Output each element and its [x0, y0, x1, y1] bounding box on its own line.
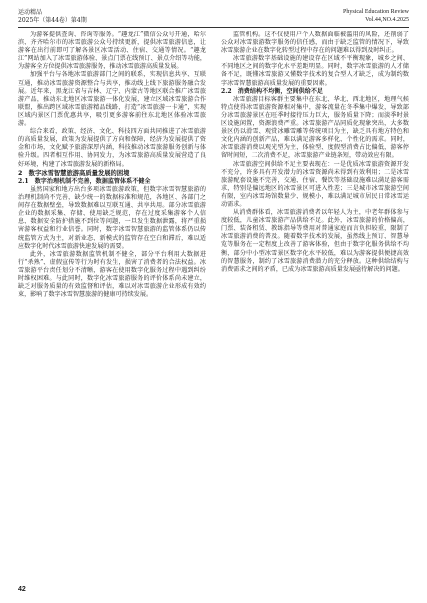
right-column: [221, 31, 409, 579]
journal-name-en: Physical Education Review: [343, 9, 409, 15]
subsection-heading: 2.2 消费结构不均衡，空间供给不足: [221, 87, 324, 95]
paragraph: 冰雪旅游空间供给不足主要表现在：一是优质冰雪旅游资源开发不充分，许多具有开发潜力的冰雪资源尚未得到有效利用；二是冰雪旅游配套设施不完善，交通、住宿、餐饮等基础设施难以满足游客需求，特别是偏远地区的冰雪景区可进入性差；三是城市冰雪旅游空间有限，室内冰雪场馆数量少、规模小，难以满足城市居民日常冰雪运动需求。: [221, 160, 409, 208]
paragraph: 加强平台与各地冰雪旅游部门之间的联系，实现信息共享、互联互通，推动冰雪旅游资源整合与共享，推动线上线下旅游服务融合发展。近年来，黑龙江省与吉林、辽宁、内蒙古等地区联合推广冰雪旅游产品，推动东北地区冰雪旅游一体化发展，建立区域冰雪旅游合作联盟，推出跨区域冰雪旅游精品线路，打造“冰雪旅游一卡通”，实现区域内景区门票优惠共享，吸引更多游客前往东北地区体验冰雪旅游。: [18, 71, 206, 128]
journal-header-right: [343, 9, 409, 24]
paragraph: 综合来看，政策、经济、文化、科技四方面共同推进了冰雪旅游的高质量发展，政策为发展提供了方向和保障，经济为发展提供了资金和市场，文化赋予旅游深厚内涵，科技推动冰雪旅游服务创新与体验升级。四者相互作用、协同发力，为冰雪旅游高质量发展营造了良好环境，构建了冰雪旅游发展的新格局。: [18, 128, 206, 168]
subsection-heading: 2.1 数字治理机制不完善，数据监管体系不健全: [18, 177, 151, 185]
paragraph: 监管机构。这不仅使用户个人数据面临被滥用的风险，还削弱了公众对冰雪旅游数字服务的信任感，而由于缺乏监管的情况下，导致冰雪旅游企业在数字化转型过程中存在的问题难以得到及时纠正。: [221, 31, 409, 55]
paragraph: 此外，冰雪旅游数据监管机制不健全，部分平台利用大数据进行“杀熟”、虚假宣传等行为时有发生，损害了消费者的合法权益。冰雪旅游平台责任划分不清晰，游客在使用数字化服务过程中遇到纠纷时维权困难。与此同时，数字化冰雪旅游服务的评价体系尚未建立，缺乏对服务质量的有效监督和评估，难以对冰雪旅游企业形成有效约束，影响了数字冰雪智慧旅游的健康可持续发展。: [18, 250, 206, 299]
paragraph: 虽然国家和地方出台多项冰雪旅游政策，但数字冰雪智慧旅游的治理机制尚不完善，缺少统一的数据标准和规范，各地区、各部门之间存在数据壁垒，导致数据难以互联互通、共享共用。部分冰雪旅游企业的数据采集、存储、使用缺乏规范，存在过度采集游客个人信息、数据安全防护措施不到位等问题，一旦发生数据泄露，将严重损害游客权益和行业信誉。同时，数字冰雪智慧旅游的监管体系仍以传统监管方式为主，对新业态、新模式的监管存在空白和滞后，难以适应数字化时代冰雪旅游快速发展的需要。: [18, 185, 206, 250]
paragraph: 从消费群体看，冰雪旅游消费者以年轻人为主，中老年群体参与度较低，儿童冰雪旅游产品供给不足。此外，冰雪旅游的价格偏高，门票、装备租赁、教练指导等费用对普通家庭而言负担较重，限制了冰雪旅游消费的普及。随着数字技术的发展，虽然线上预订、智慧导览等服务在一定程度上改善了游客体验，但由于数字化服务供给不均衡，部分中小型冰雪景区数字化水平较低，难以为游客提供便捷高效的智慧服务，制约了冰雪旅游消费潜力的充分释放。这种供给结构与消费需求之间的矛盾，已成为冰雪旅游高质量发展亟待解决的问题。: [221, 209, 409, 273]
issue-en: Vol.44,NO.4.2025: [365, 16, 409, 23]
header-divider: [18, 27, 409, 28]
section-heading: 2 数字冰雪智慧旅游高质量发展的困境: [18, 169, 130, 177]
left-column: [18, 31, 206, 579]
issue-cn: 2025年（第44卷）第4期: [18, 16, 87, 24]
paragraph: 冰雪旅游数字基础设施的建设存在区域不平衡现象，城乡之间、不同地区之间的数字化水平差距明显。同时，数字冰雪旅游的人才储备不足，既懂冰雪旅游又懂数字技术的复合型人才缺乏，成为制约数字冰雪智慧旅游高质量发展的重要因素。: [221, 55, 409, 87]
paragraph: 冰雪旅游目标客群主要集中在东北、华北、西北地区，地理气候特点使得冰雪旅游资源相对集中，游客流量在冬季集中爆发，导致部分冰雪旅游景区在旺季时接待压力巨大，服务质量下降；而淡季时景区设施闲置，资源浪费严重。冰雪旅游产品同质化现象突出，大多数景区仍以滑雪、观赏冰雕雪雕等传统项目为主，缺乏具有地方特色和文化内涵的创新产品，难以满足游客多样化、个性化的需求。同时，冰雪旅游消费以观光型为主，体验型、度假型消费占比偏低，游客停留时间短，二次消费不足，冰雪旅游产业链条短，带动效应有限。: [221, 95, 409, 160]
paragraph: 为游客提供查询、咨询等服务。“趣龙江”微信公众号开通，哈尔滨、齐齐哈尔市的冰雪旅游公众号持续更新，提供冰雪旅游信息，让游客在出行前即可了解各景区冰雪活动、住宿、交通等情况。“趣龙江”网站加入了冰雪旅游体验、景点门票在线预订、景点介绍等功能，为游客全方位提供冰雪旅游服务，推动冰雪旅游高质量发展。: [18, 31, 206, 71]
journal-name-cn: 运动精品: [18, 9, 43, 16]
page-number: 42: [18, 586, 26, 593]
journal-header-left: [18, 9, 87, 24]
